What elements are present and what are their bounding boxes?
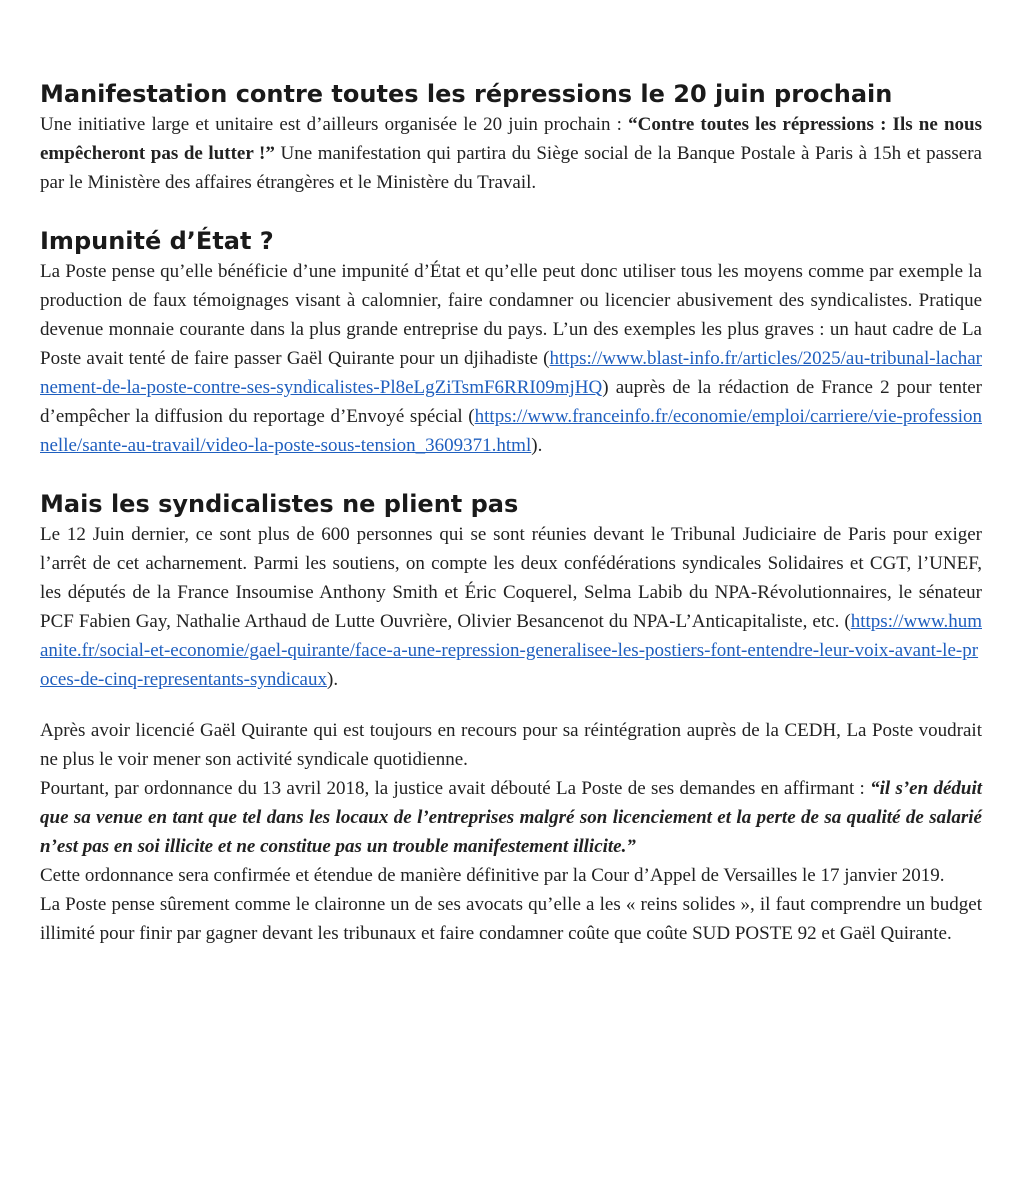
text-span: La Poste pense qu’elle bénéficie d’une impunité d’État et qu’elle peut donc utiliser tous les moyens comme par exemple la production de faux témoignages visant à calomnier, faire condamner ou licencier abusivement des syndicalistes. Pratique devenue monnaie courante dans la plus grande entreprise du pays. L’un des exemples les plus graves : un haut cadre de La Poste avait tenté de faire passer Gaël Quirante pour un djihadiste ( [40,261,982,369]
text-span: ). [531,435,543,456]
document-page [40,78,982,948]
text-span: ). [327,669,339,690]
paragraph-manifestation [40,110,982,197]
paragraph-ordonnance [40,774,982,861]
text-span: Une manifestation qui partira du Siège social de la Banque Postale à Paris à 15h et passera par le Ministère des affaires étrangères et le Ministère du Travail. [40,143,982,193]
link-humanite[interactable]: https://www.humanite.fr/social-et-economie/gael-quirante/face-a-une-repression-generalisee-les-postiers-font-entendre-leur-voix-avant-le-proces-de-cinq-representants-syndicaux [40,611,982,690]
text-span: ) auprès de la rédaction de France 2 pour tenter d’empêcher la diffusion du reportage d’Envoyé spécial ( [40,377,982,427]
paragraph-licenciement: Après avoir licencié Gaël Quirante qui est toujours en recours pour sa réintégration auprès de la CEDH, La Poste voudrait ne plus le voir mener son activité syndicale quotidienne. [40,720,982,770]
quote-ordonnance: “il s’en déduit que sa venue en tant que tel dans les locaux de l’entreprises malgré son licenciement et la perte de sa qualité de salarié n’est pas en soi illicite et ne constitue pas un trouble manifestement illicite.” [40,778,982,857]
text-span: Pourtant, par ordonnance du 13 avril 2018, la justice avait débouté La Poste de ses demandes en affirmant : [40,778,871,799]
paragraph-soutiens [40,520,982,694]
paragraph-cour-appel: Cette ordonnance sera confirmée et étendue de manière définitive par la Cour d’Appel de Versailles le 17 janvier 2019. [40,865,945,886]
link-blast-info[interactable]: https://www.blast-info.fr/articles/2025/au-tribunal-lacharnement-de-la-poste-contre-ses-syndicalistes-Pl8eLgZiTsmF6RRI09mjHQ [40,348,982,398]
text-span: Le 12 Juin dernier, ce sont plus de 600 personnes qui se sont réunies devant le Tribunal Judiciaire de Paris pour exiger l’arrêt de cet acharnement. Parmi les soutiens, on compte les deux confédérations syndicales Solidaires et CGT, l’UNEF, les députés de la France Insoumise Anthony Smith et Éric Coquerel, Selma Labib du NPA-Révolutionnaires, le sénateur PCF Fabien Gay, Nathalie Arthaud de Lutte Ouvrière, Olivier Besancenot du NPA-L’Anticapitaliste, etc. ( [40,524,982,632]
section-title-syndicalistes: Mais les syndicalistes ne plient pas [40,490,519,518]
spacer [40,694,982,716]
link-franceinfo[interactable]: https://www.franceinfo.fr/economie/emploi/carriere/vie-professionnelle/sante-au-travail/video-la-poste-sous-tension_3609371.html [40,406,982,456]
paragraph-reins-solides: La Poste pense sûrement comme le claironne un de ses avocats qu’elle a les « reins solides », il faut comprendre un budget illimité pour finir par gagner devant les tribunaux et faire condamner coûte que coûte SUD POSTE 92 et Gaël Quirante. [40,894,982,944]
paragraph-impunite [40,257,982,460]
section-title-manifestation: Manifestation contre toutes les répressions le 20 juin prochain [40,80,893,108]
spacer [40,197,982,225]
section-title-impunite: Impunité d’État ? [40,227,274,255]
bold-slogan: “Contre toutes les répressions : Ils ne nous empêcheront pas de lutter !” [40,114,982,164]
spacer [40,460,982,488]
text-span: Une initiative large et unitaire est d’ailleurs organisée le 20 juin prochain : [40,114,629,135]
